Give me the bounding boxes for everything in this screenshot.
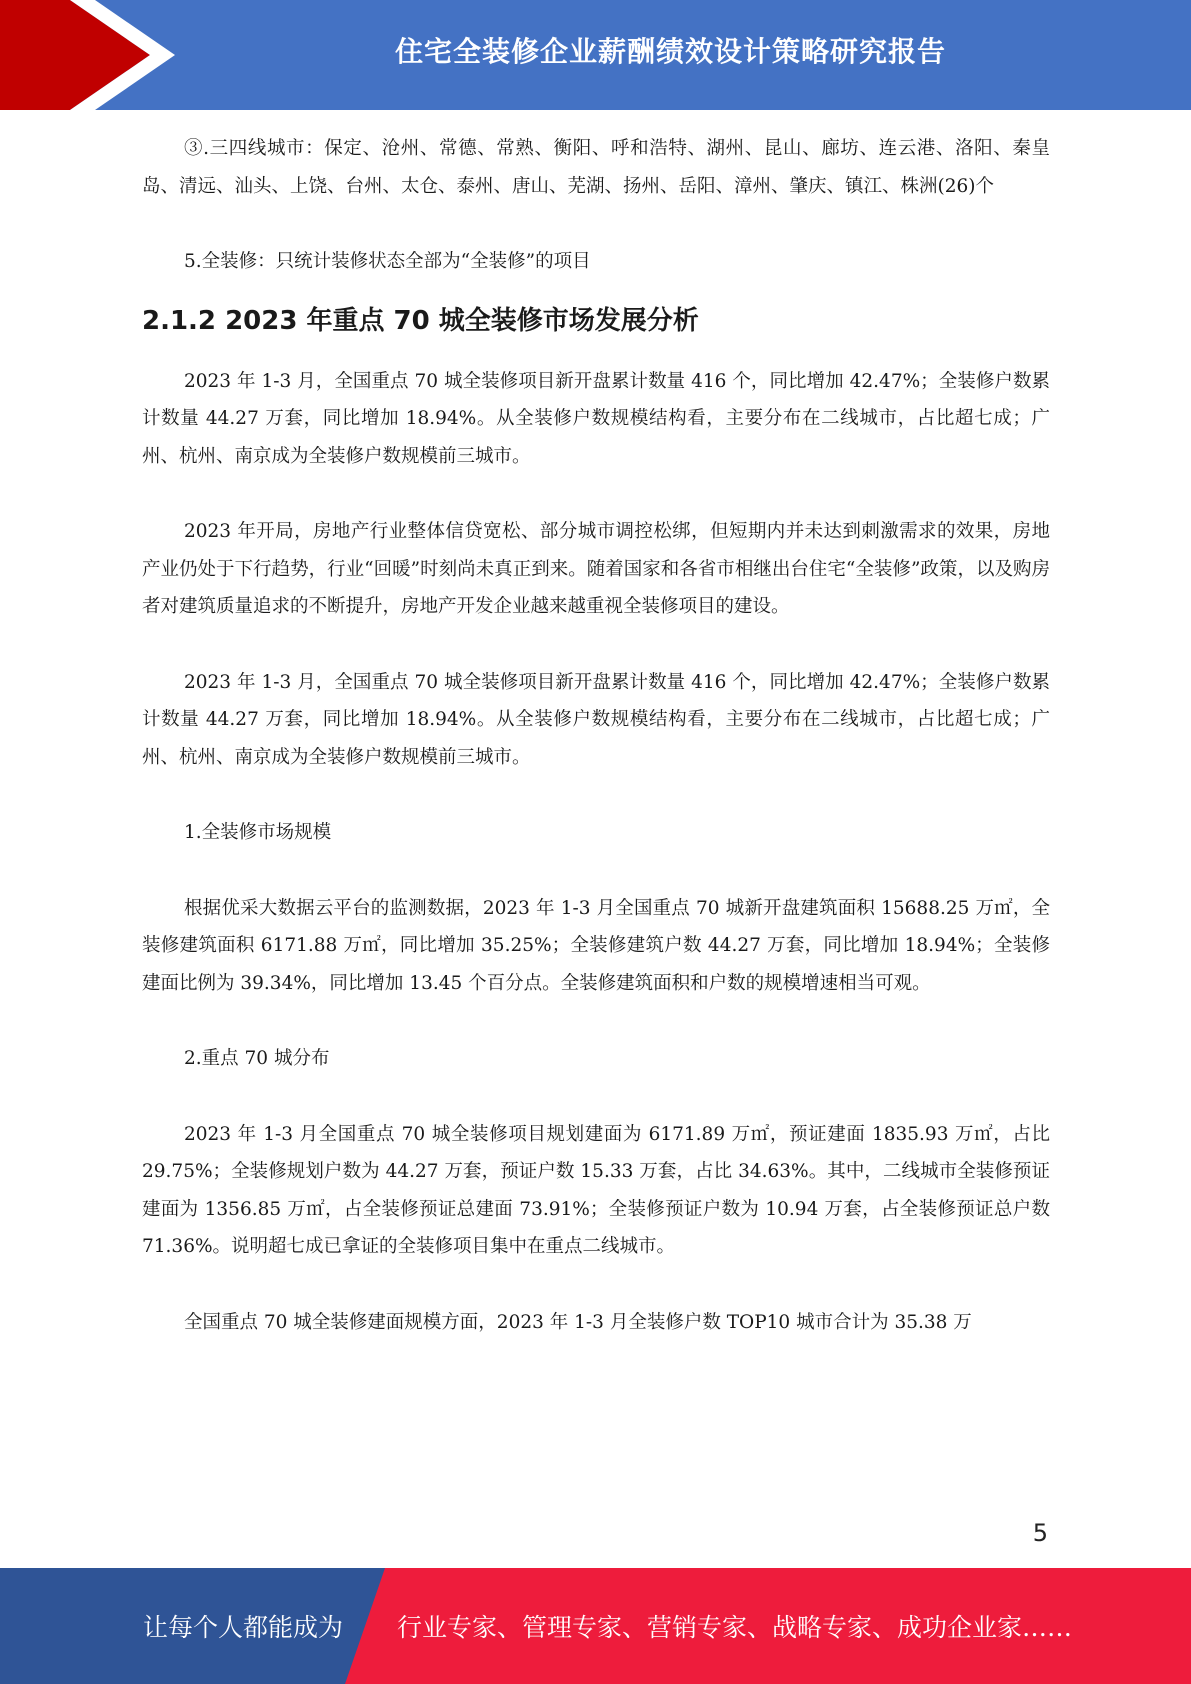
paragraph-top10: 全国重点 70 城全装修建面规模方面，2023 年 1-3 月全装修户数 TOP10 城市合计为 35.38 万	[184, 1311, 972, 1333]
document-body	[142, 130, 1050, 1341]
definition-paragraph: 5.全装修：只统计装修状态全部为“全装修”的项目	[184, 251, 591, 272]
report-title: 住宅全装修企业薪酬绩效设计策略研究报告	[394, 35, 946, 68]
paragraph-market-scale: 根据优采大数据云平台的监测数据，2023 年 1-3 月全国重点 70 城新开盘建筑面积 15688.25 万㎡，全装修建筑面积 6171.88 万㎡，同比增加 35.25%；全装修建筑户数 44.27 万套，同比增加 18.94%；全装修建面比例为 39.34%，同比增加 13.45 个百分点。全装修建筑面积和户数的规模增速相当可观。	[142, 897, 1050, 994]
footer-slogan-left: 让每个人都能成为	[143, 1613, 344, 1642]
paragraph-city-distribution: 2023 年 1-3 月全国重点 70 城全装修项目规划建面为 6171.89 万㎡，预证建面 1835.93 万㎡，占比 29.75%；全装修规划户数为 44.27 万套，预证户数 15.33 万套，占比 34.63%。其中，二线城市全装修预证建面为 1356.85 万㎡，占全装修预证总建面 73.91%；全装修预证户数为 10.94 万套，占全装修预证总户数 71.36%。说明超七成已拿证的全装修项目集中在重点二线城市。	[142, 1123, 1050, 1257]
paragraph-summary-1: 2023 年 1-3 月，全国重点 70 城全装修项目新开盘累计数量 416 个，同比增加 42.47%；全装修户数累计数量 44.27 万套，同比增加 18.94%。从全装修户数规模结构看，主要分布在二线城市，占比超七成；广州、杭州、南京成为全装修户数规模前三城市。	[142, 370, 1050, 467]
section-heading: 2.1.2 2023 年重点 70 城全装修市场发展分析	[142, 305, 699, 336]
paragraph-market-context: 2023 年开局，房地产行业整体信贷宽松、部分城市调控松绑，但短期内并未达到刺激需求的效果，房地产业仍处于下行趋势，行业“回暖”时刻尚未真正到来。随着国家和各省市相继出台住宅“全装修”政策，以及购房者对建筑质量追求的不断提升，房地产开发企业越来越重视全装修项目的建设。	[142, 521, 1050, 617]
paragraph-summary-2: 2023 年 1-3 月，全国重点 70 城全装修项目新开盘累计数量 416 个，同比增加 42.47%；全装修户数累计数量 44.27 万套，同比增加 18.94%。从全装修户数规模结构看，主要分布在二线城市，占比超七成；广州、杭州、南京成为全装修户数规模前三城市。	[142, 671, 1050, 768]
city-list-paragraph: ③.三四线城市：保定、沧州、常德、常熟、衡阳、呼和浩特、湖州、昆山、廊坊、连云港、洛阳、秦皇岛、清远、汕头、上饶、台州、太仓、泰州、唐山、芜湖、扬州、岳阳、漳州、肇庆、镇江、株洲(26)个	[142, 138, 1050, 197]
footer-slogan-right: 行业专家、管理专家、营销专家、战略专家、成功企业家……	[397, 1613, 1073, 1642]
page-header	[0, 0, 1191, 110]
subheading-city-distribution: 2.重点 70 城分布	[184, 1048, 330, 1069]
page-footer	[0, 1568, 1191, 1684]
page-number: 5	[1032, 1519, 1048, 1547]
subheading-market-scale: 1.全装修市场规模	[184, 822, 332, 843]
